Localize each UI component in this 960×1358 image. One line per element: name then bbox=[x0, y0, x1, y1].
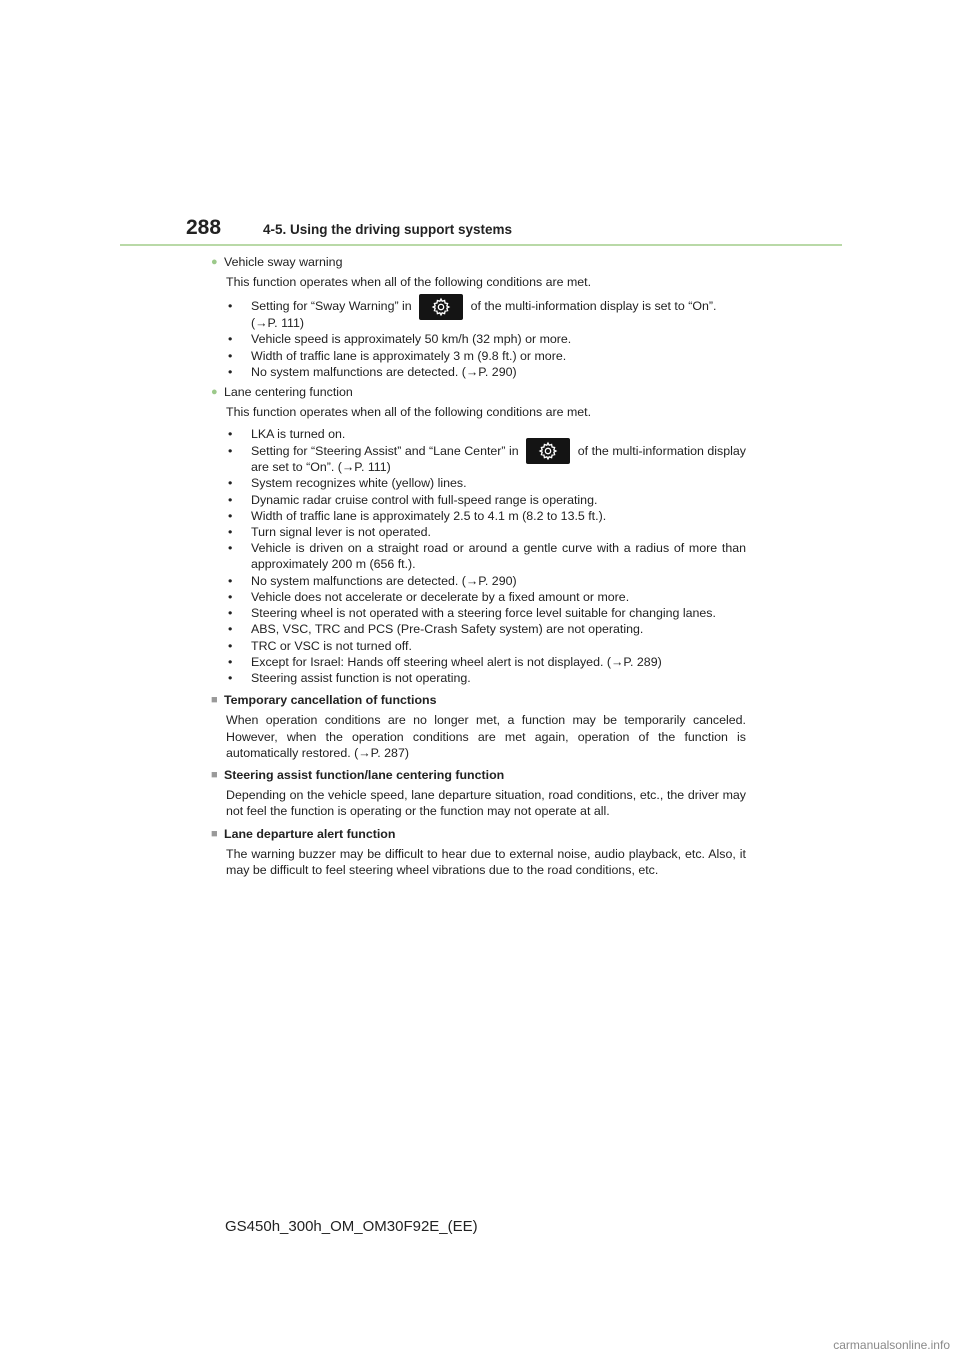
list-item: • Setting for “Sway Warning” in of the multi-information display is set to “On”. (→P. 111) bbox=[226, 298, 746, 331]
temp-cancel-section bbox=[211, 692, 746, 761]
temp-cancel-title: Temporary cancellation of functions bbox=[224, 693, 437, 708]
lane-centering-heading bbox=[211, 384, 746, 400]
steering-assist-text: Depending on the vehicle speed, lane departure situation, road conditions, etc., the driver may not feel the function is operating or the function may not operate at all. bbox=[226, 788, 746, 819]
page-number: 288 bbox=[186, 216, 222, 239]
gear-icon bbox=[431, 297, 451, 317]
temp-cancel-heading bbox=[211, 692, 746, 708]
sway-conditions bbox=[226, 298, 746, 380]
square-bullet-icon: ■ bbox=[211, 768, 218, 781]
lane-conditions bbox=[226, 426, 746, 686]
lane-centering-title: Lane centering function bbox=[224, 384, 353, 399]
list-item: • Vehicle speed is approximately 50 km/h (32 mph) or more. bbox=[226, 331, 746, 347]
lane-departure-heading bbox=[211, 826, 746, 842]
steering-assist-title: Steering assist function/lane centering function bbox=[224, 767, 505, 782]
sway-intro: This function operates when all of the following conditions are met. bbox=[226, 275, 592, 290]
list-item: • Steering assist function is not operating. bbox=[226, 670, 746, 686]
page-header bbox=[120, 214, 842, 246]
page-content bbox=[211, 254, 746, 878]
watermark: carmanualsonline.info bbox=[833, 1338, 950, 1352]
circle-bullet-icon: ● bbox=[211, 385, 218, 398]
list-item: • No system malfunctions are detected. (→P. 290) bbox=[226, 573, 746, 589]
gear-icon bbox=[538, 441, 558, 461]
section-title: 4-5. Using the driving support systems bbox=[263, 222, 513, 237]
sway-warning-heading bbox=[211, 254, 746, 270]
steering-assist-heading bbox=[211, 767, 746, 783]
list-item: • No system malfunctions are detected. (→P. 290) bbox=[226, 364, 746, 380]
list-item: • System recognizes white (yellow) lines. bbox=[226, 475, 746, 491]
circle-bullet-icon: ● bbox=[211, 256, 218, 268]
temp-cancel-text: When operation conditions are no longer met, a function may be temporarily canceled. However, when the operation conditions are met again, operation of the function is automatically restored. (→P. 287) bbox=[226, 713, 746, 760]
list-item: • Vehicle is driven on a straight road or around a gentle curve with a radius of more than approximately 200 m (656 ft.). bbox=[226, 540, 746, 572]
lane-intro: This function operates when all of the following conditions are met. bbox=[226, 405, 592, 420]
list-item: • Turn signal lever is not operated. bbox=[226, 524, 746, 540]
manual-code: GS450h_300h_OM_OM30F92E_(EE) bbox=[225, 1218, 478, 1235]
list-item: • Vehicle does not accelerate or decelerate by a fixed amount or more. bbox=[226, 589, 746, 605]
lane-departure-section bbox=[211, 826, 746, 879]
list-item: • TRC or VSC is not turned off. bbox=[226, 638, 746, 654]
list-item: • Dynamic radar cruise control with full-speed range is operating. bbox=[226, 492, 746, 508]
lane-centering-section bbox=[211, 384, 746, 686]
lane-departure-text: The warning buzzer may be difficult to hear due to external noise, audio playback, etc. Also, it may be difficult to feel steering wheel vibrations due to the road conditions, etc. bbox=[226, 846, 746, 877]
settings-icon-box bbox=[526, 438, 570, 464]
list-item: • Width of traffic lane is approximately 2.5 to 4.1 m (8.2 to 13.5 ft.). bbox=[226, 508, 746, 524]
header-rule bbox=[120, 244, 842, 246]
list-item: • Width of traffic lane is approximately 3 m (9.8 ft.) or more. bbox=[226, 348, 746, 364]
list-item: • Except for Israel: Hands off steering wheel alert is not displayed. (→P. 289) bbox=[226, 654, 746, 670]
list-item: • ABS, VSC, TRC and PCS (Pre-Crash Safety system) are not operating. bbox=[226, 621, 746, 637]
lane-departure-title: Lane departure alert function bbox=[224, 826, 396, 841]
square-bullet-icon: ■ bbox=[211, 694, 218, 707]
list-item: • LKA is turned on. bbox=[226, 426, 746, 442]
sway-warning-section bbox=[211, 254, 746, 380]
list-item: • Steering wheel is not operated with a steering force level suitable for changing lanes. bbox=[226, 605, 746, 621]
square-bullet-icon: ■ bbox=[211, 827, 218, 840]
list-item: • Setting for “Steering Assist” and “Lane Center” in of the multi-information display are set to “On”. (→P. 111) bbox=[226, 443, 746, 476]
settings-icon-box bbox=[419, 294, 463, 320]
sway-warning-title: Vehicle sway warning bbox=[224, 255, 343, 269]
steering-assist-section bbox=[211, 767, 746, 820]
